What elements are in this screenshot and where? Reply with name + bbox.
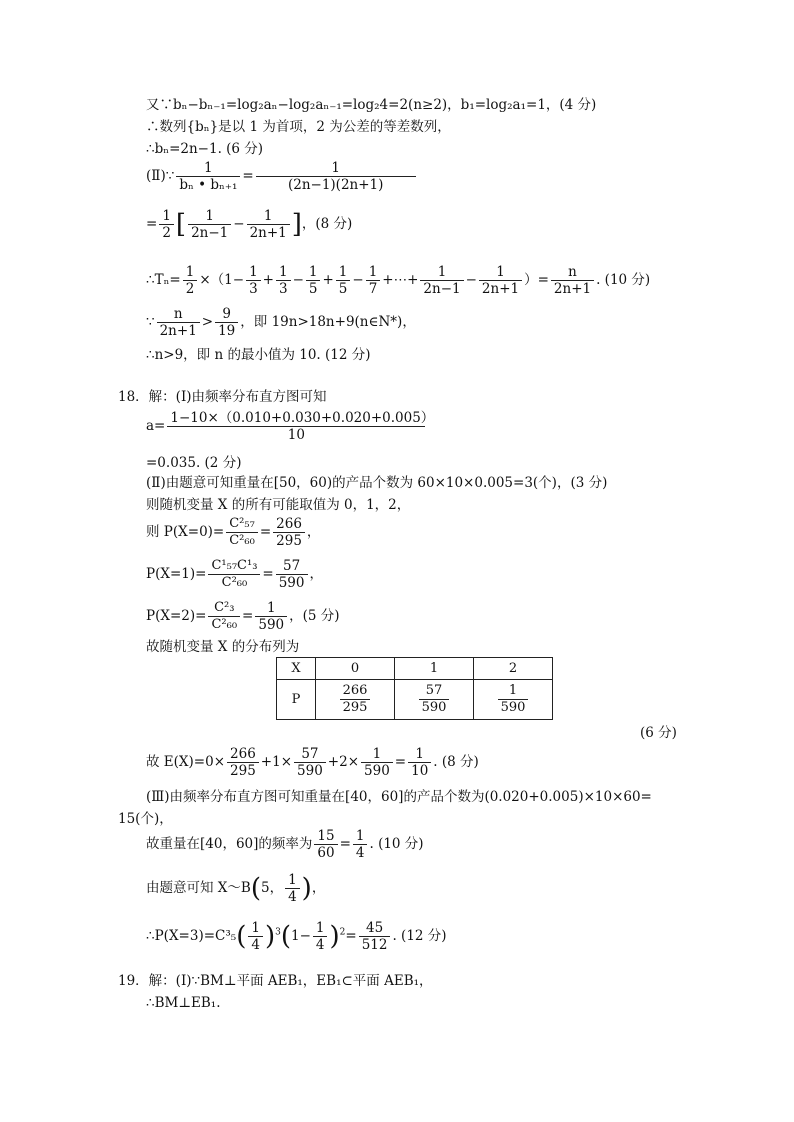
p18-part-ii: (Ⅱ)由题意可知重量在[50，60)的产品个数为 60×10×0.005=3(个)，(3 分) [146, 475, 608, 491]
p17-line-1: 又∵bₙ−bₙ₋₁=log₂aₙ−log₂aₙ₋₁=log₂4=2(n≥2)，b₁=log₂a₁=1，(4 分) [146, 97, 597, 113]
p18-p-x3: ∴P(X=3)=C³₅( $\frac{1}{4}$ )$^3$(1− $\frac{1}{4}$ )$^2$= $\frac{45}{512}$ . (12 分) [146, 920, 447, 953]
p18-score-6: (6 分) [640, 725, 677, 741]
p18-p-x1: P(X=1)= $\frac{\text{C¹₅₇C¹₃}}{\text{C²₆₀}}$ = $\frac{57}{590}$ ， [146, 558, 323, 591]
table-cell: $\frac{57}{590}$ [395, 680, 474, 720]
p18-a-formula: a= $\frac{1-10\times(0.010+0.030+0.020+0.005)}{10}$ [146, 410, 435, 443]
p18-heading: 18．解：(Ⅰ)由频率分布直方图可知 [118, 389, 327, 405]
table-cell: $\frac{266}{295}$ [316, 680, 395, 720]
p17-line-4: (Ⅱ)∵ $\frac{1}{\text{bₙ • bₙ₊₁}}$ = $\frac{1}{(2n-1)(2n+1)}$ [146, 160, 418, 193]
p18-p-x2: P(X=2)= $\frac{\text{C²₃}}{\text{C²₆₀}}$ = $\frac{1}{590}$ ，(5 分) [146, 600, 340, 633]
p18-p-x0: 则 P(X=0)= $\frac{\text{C²₅₇}}{\text{C²₆₀}}$ = $\frac{266}{295}$ ， [146, 516, 321, 549]
table-cell: $\frac{1}{590}$ [474, 680, 553, 720]
table-header-p: P [277, 680, 316, 720]
p19-line-2: ∴BM⊥EB₁. [146, 995, 221, 1011]
p18-dist-title: 故随机变量 X 的分布列为 [146, 639, 300, 655]
table-row [277, 680, 553, 720]
p18-expectation: 故 E(X)=0× $\frac{266}{295}$ +1× $\frac{57}{590}$ +2× $\frac{1}{590}$ = $\frac{1}{10}$ . (8 分) [146, 746, 479, 779]
p17-line-2: ∴数列{bₙ}是以 1 为首项，2 为公差的等差数列， [146, 119, 451, 135]
p17-line-5: = $\frac{1}{2}$ [ $\frac{1}{2n-1}$ − $\frac{1}{2n+1}$ ]，(8 分) [146, 208, 353, 241]
table-cell: 0 [316, 658, 395, 680]
p17-line-7: ∵ $\frac{n}{2n+1}$ > $\frac{9}{19}$ ，即 19n>18n+9(n∈N*)， [146, 306, 416, 339]
p18-frequency: 故重量在[40，60]的频率为 $\frac{15}{60}$ = $\frac{1}{4}$ . (10 分) [146, 828, 424, 861]
p19-heading: 19．解：(Ⅰ)∵BM⊥平面 AEB₁，EB₁⊂平面 AEB₁， [118, 973, 433, 989]
table-row [277, 658, 553, 680]
p18-rv-values: 则随机变量 X 的所有可能取值为 0，1，2， [146, 497, 411, 513]
distribution-table [276, 657, 553, 720]
p18-part-iii-1: (Ⅲ)由频率分布直方图可知重量在[40，60]的产品个数为(0.020+0.005)×10×60= [146, 789, 652, 805]
p18-a-result: =0.035. (2 分) [146, 455, 242, 471]
table-cell: 2 [474, 658, 553, 680]
table-cell: 1 [395, 658, 474, 680]
p18-binomial: 由题意可知 X～B(5， $\frac{1}{4}$ )， [146, 872, 326, 905]
p17-line-3: ∴bₙ=2n−1. (6 分) [146, 141, 264, 157]
p17-line-6: ∴Tₙ= $\frac{1}{2}$ ×（1− $\frac{1}{3}$ + $\frac{1}{3}$ − $\frac{1}{5}$ + $\frac{1}{5}$ − $\frac{1}{7}$ +⋯+ $\frac{1}{2n-1}$ − $\frac{1}{2n+1}$ ）= $\frac{n}{2n+1}$ . (10 分) [146, 264, 651, 297]
p17-line-8: ∴n>9，即 n 的最小值为 10. (12 分) [146, 347, 371, 363]
table-header-x: X [277, 658, 316, 680]
p18-part-iii-2: 15(个)， [118, 811, 173, 827]
